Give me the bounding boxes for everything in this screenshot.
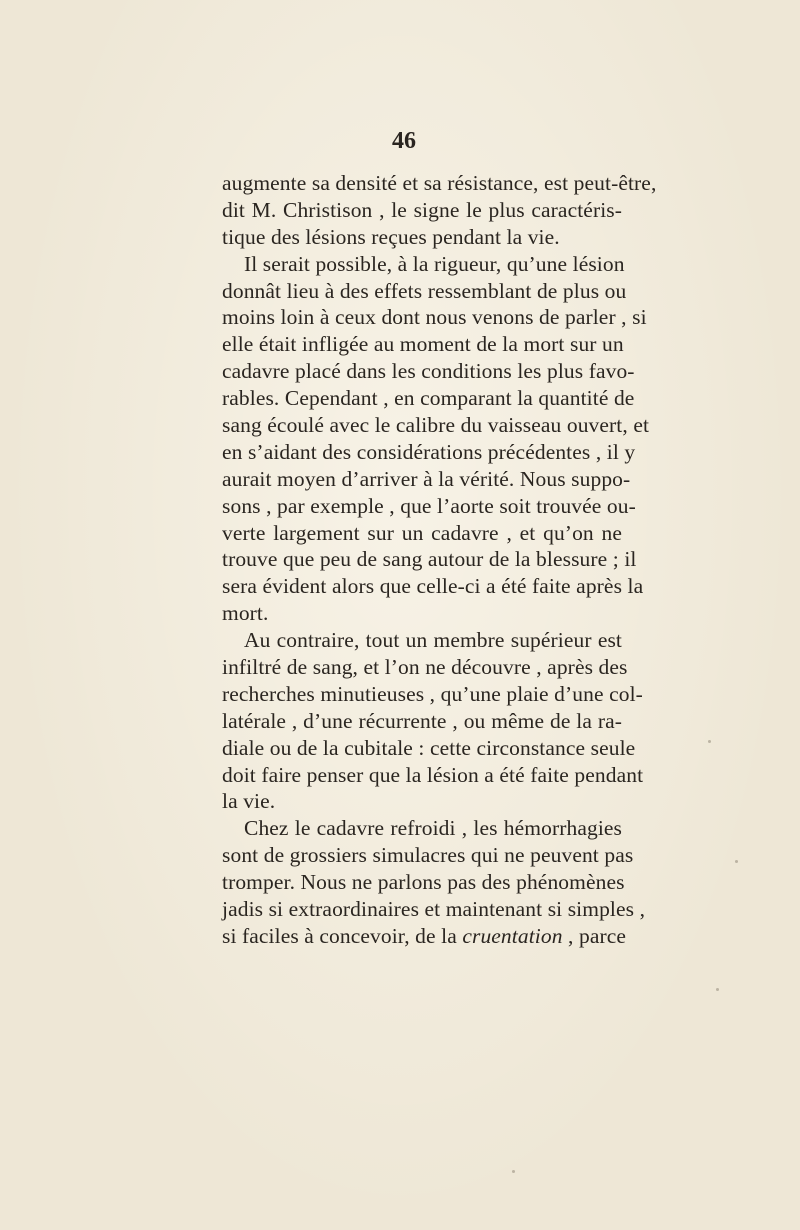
text-line: sang écoulé avec le calibre du vaisseau ouvert, et xyxy=(222,413,650,438)
paper-speck xyxy=(512,1170,515,1173)
final-line-before: si faciles à concevoir, de la xyxy=(222,923,463,948)
text-line: tique des lésions reçues pendant la vie. xyxy=(222,224,560,249)
text-line: elle était infligée au moment de la mort sur un xyxy=(222,332,624,357)
paper-speck xyxy=(735,860,738,863)
text-line-final xyxy=(222,923,627,950)
text-line: augmente sa densité et sa résistance, est peut-être, xyxy=(222,171,657,195)
text-line: latérale , d’une récurrente , ou même de la ra- xyxy=(222,708,622,733)
text-line: moins loin à ceux dont nous venons de parler , si xyxy=(222,305,647,330)
text-line: sont de grossiers simulacres qui ne peuvent pas xyxy=(222,843,634,868)
text-line: cadavre placé dans les conditions les plus favo- xyxy=(222,359,635,384)
text-line: verte largement sur un cadavre , et qu’on ne xyxy=(222,520,622,545)
body-text xyxy=(222,170,657,950)
text-line: doit faire penser que la lésion a été faite pendant xyxy=(222,762,644,787)
text-line: Il serait possible, à la rigueur, qu’une lésion xyxy=(244,251,625,276)
text-line: mort. xyxy=(222,601,269,626)
text-line: donnât lieu à des effets ressemblant de plus ou xyxy=(222,278,627,303)
text-line: diale ou de la cubitale : cette circonstance seule xyxy=(222,735,636,760)
text-line: tromper. Nous ne parlons pas des phénomènes xyxy=(222,870,625,895)
final-line-after: , parce xyxy=(562,923,627,948)
text-line: en s’aidant des considérations précédentes , il y xyxy=(222,439,636,464)
paper-speck xyxy=(716,988,719,991)
text-line: Au contraire, tout un membre supérieur est xyxy=(244,628,622,653)
paper-speck xyxy=(708,740,711,743)
text-line: Chez le cadavre refroidi , les hémorrhagies xyxy=(244,816,622,841)
text-line: sons , par exemple , que l’aorte soit trouvée ou- xyxy=(222,493,636,518)
text-line: rables. Cependant , en comparant la quantité de xyxy=(222,386,635,411)
italic-term: cruentation xyxy=(462,923,563,948)
text-line: recherches minutieuses , qu’une plaie d’une col- xyxy=(222,681,643,706)
text-line: infiltré de sang, et l’on ne découvre , après des xyxy=(222,655,628,680)
text-line: jadis si extraordinaires et maintenant si simples , xyxy=(222,897,646,922)
text-line: trouve que peu de sang autour de la blessure ; il xyxy=(222,547,637,572)
text-line: aurait moyen d’arriver à la vérité. Nous suppo- xyxy=(222,466,631,491)
text-line: la vie. xyxy=(222,789,276,814)
text-line: sera évident alors que celle-ci a été faite après la xyxy=(222,574,644,599)
text-line: dit M. Christison , le signe le plus caractéris- xyxy=(222,197,622,222)
page-number: 46 xyxy=(392,128,416,154)
